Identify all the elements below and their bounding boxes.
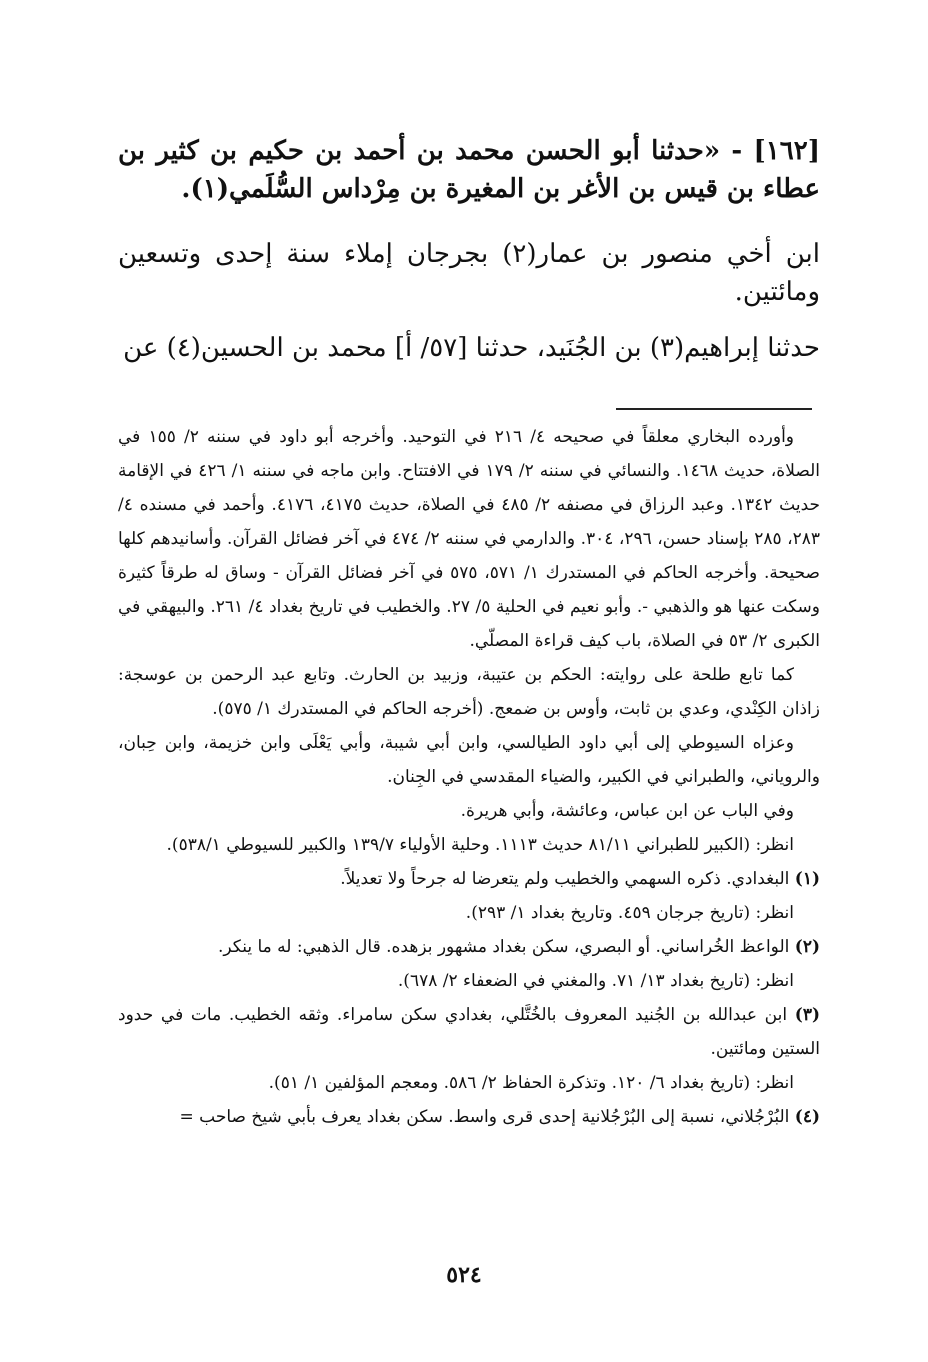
hadith-heading-text: [١٦٢] - «حدثنا أبو الحسن محمد بن أحمد بن حكيم بن كثير بن عطاء بن قيس بن الأغر بن المغيرة بن مِرْداس السُّلَمي(١). xyxy=(118,136,820,204)
footnotes xyxy=(118,420,820,1134)
footnote-1-number: (١) xyxy=(794,869,820,889)
hadith-paragraph-3 xyxy=(118,330,820,368)
footnote-3-reference: انظر: (تاريخ بغداد ٦/ ١٢٠. وتذكرة الحفاظ ٢/ ٥٨٦. ومعجم المؤلفين ١/ ٥١). xyxy=(268,1073,794,1093)
footnote-3-number: (٣) xyxy=(794,1005,820,1025)
footnote-continuation-3: وعزاه السيوطي إلى أبي داود الطيالسي، وابن أبي شيبة، وأبي يَعْلَى وابن خزيمة، وابن حِبان، والروياني، والطبراني في الكبير، والضياء المقدسي في الجِنان. xyxy=(118,733,820,787)
footnote-4 xyxy=(118,1100,820,1134)
footnote-4-number: (٤) xyxy=(794,1107,820,1127)
footnote-1 xyxy=(118,862,820,896)
footnote-3 xyxy=(118,998,820,1066)
footnote-2-reference: انظر: (تاريخ بغداد ١٣/ ٧١. والمغني في الضعفاء ٢/ ٦٧٨). xyxy=(397,971,794,991)
footnote-1-reference: انظر: (تاريخ جرجان ٤٥٩. وتاريخ بغداد ١/ ٢٩٣). xyxy=(465,903,794,923)
footnote-continuation-1: وأورده البخاري معلقاً في صحيحه ٤/ ٢١٦ في التوحيد. وأخرجه أبو داود في سننه ٢/ ١٥٥ في الصلاة، حديث ١٤٦٨. والنسائي في سننه ٢/ ١٧٩ في الافتتاح. وابن ماجه في سننه ١/ ٤٢٦ في الإقامة حديث ١٣٤٢. وعبد الرزاق في مصنفه ٢/ ٤٨٥ في الصلاة، حديث ٤١٧٥، ٤١٧٦. وأحمد في مسنده ٤/ ٢٨٣، ٢٨٥ بإسناد حسن، ٢٩٦، ٣٠٤. والدارمي في سننه ٢/ ٤٧٤ في آخر فضائل القرآن. وأسانيدهم كلها صحيحة. وأخرجه الحاكم في المستدرك ١/ ٥٧١، ٥٧٥ في آخر فضائل القرآن - وساق له طرقاً كثيرة وسكت عنها هو والذهبي -. وأبو نعيم في الحلية ٥/ ٢٧. والخطيب في تاريخ بغداد ٤/ ٢٦١. والبيهقي في الكبرى ٢/ ٥٣ في الصلاة، باب كيف قراءة المصلّي. xyxy=(118,427,820,651)
footnote-2 xyxy=(118,930,820,964)
hadith-paragraph-2 xyxy=(118,236,820,311)
footnote-2-text: الواعظ الخُراساني. أو البصري، سكن بغداد مشهور بزهده. قال الذهبي: له ما ينكر. xyxy=(218,937,790,957)
footnote-3-text: ابن عبدالله بن الجُنيد المعروف بالخُتَّلي، بغدادي سكن سامراء. وثقه الخطيب. مات في حدود الستين ومائتين. xyxy=(118,1005,820,1059)
footnote-separator xyxy=(616,408,812,410)
page-number: ٥٢٤ xyxy=(446,1262,482,1288)
hadith-paragraph-2-text: ابن أخي منصور بن عمار(٢) بجرجان إملاء سنة إحدى وتسعين ومائتين. xyxy=(118,239,821,307)
hadith-heading xyxy=(118,133,820,208)
footnote-continuation-5: انظر: (الكبير للطبراني ٨١/١١ حديث ١١١٣. وحلية الأولياء ١٣٩/٧ والكبير للسيوطي ٥٣٨/١). xyxy=(166,835,794,855)
footnote-4-text: البُرْجُلاني، نسبة إلى البُرْجُلانية إحدى قرى واسط. سكن بغداد يعرف بأبي شيخ صاحب = xyxy=(179,1107,790,1127)
hadith-paragraph-3-text: حدثنا إبراهيم(٣) بن الجُنَيد، حدثنا [٥٧/ أ] محمد بن الحسين(٤) عن xyxy=(123,333,820,363)
footnote-2-number: (٢) xyxy=(794,937,820,957)
footnote-continuation-4: وفي الباب عن ابن عباس، وعائشة، وأبي هريرة. xyxy=(460,801,794,821)
footnote-1-text: البغدادي. ذكره السهمي والخطيب ولم يتعرضا له جرحاً ولا تعديلاً. xyxy=(340,869,790,889)
footnote-continuation-2: كما تابع طلحة على روايته: الحكم بن عتيبة، وزبيد بن الحارث. وتابع عبد الرحمن بن عوسجة: زاذان الكِنْدي، وعدي بن ثابت، وأوس بن ضمعج. (أخرجه الحاكم في المستدرك ١/ ٥٧٥). xyxy=(118,665,820,719)
